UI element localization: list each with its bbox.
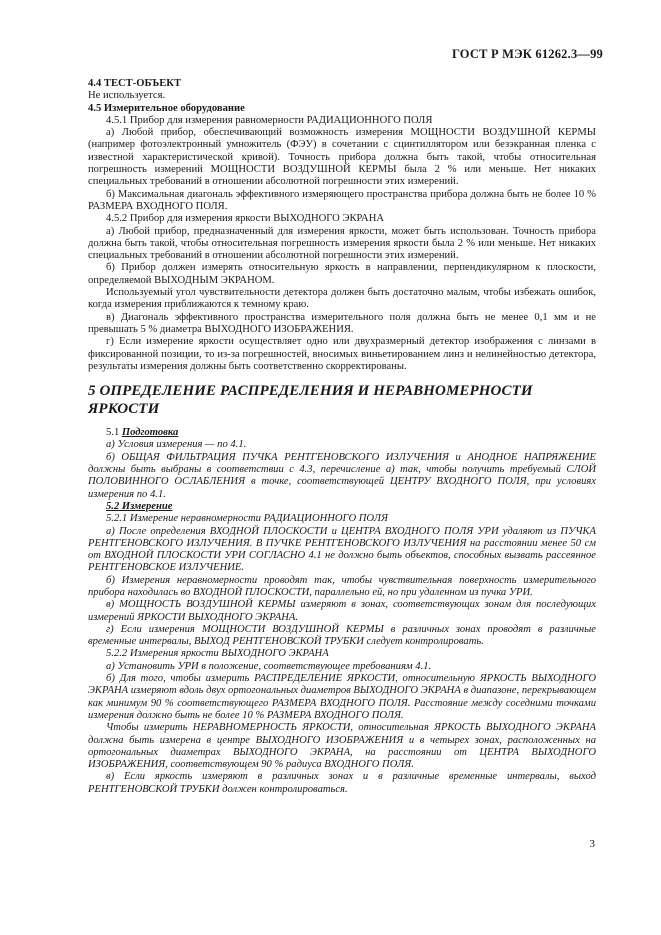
- paragraph-4-5-2-b: б) Прибор должен измерять относительную яркость в направлении, перпендикулярном к плоскости, определяемой ВЫХОДНЫМ ЭКРАНОМ.: [88, 262, 596, 286]
- section-4-4-title: 4.4 ТЕСТ-ОБЪЕКТ: [88, 78, 182, 89]
- paragraph-5-2-1: 5.2.1 Измерение неравномерности РАДИАЦИОННОГО ПОЛЯ: [106, 513, 388, 525]
- section-5-title: 5 ОПРЕДЕЛЕНИЕ РАСПРЕДЕЛЕНИЯ И НЕРАВНОМЕРНОСТИ ЯРКОСТИ: [88, 383, 533, 418]
- paragraph-5-2-1-a: а) После определения ВХОДНОЙ ПЛОСКОСТИ и ЦЕНТРА ВХОДНОГО ПОЛЯ УРИ удаляют из ПУЧКА РЕНТГЕНОВСКОГО ИЗЛУЧЕНИЯ. В ПУЧКЕ РЕНТГЕНОВСКОГО ИЗЛУЧЕНИЯ на расстоянии менее 50 см от ВХОДНОЙ ПЛОСКОСТИ УРИ СОГЛАСНО 4.1 не должно быть объектов, способных вызвать рассеянное РЕНТГЕНОВСКОЕ ИЗЛУЧЕНИЕ.: [88, 525, 596, 574]
- page-number: 3: [589, 838, 595, 850]
- section-4-5-title: 4.5 Измерительное оборудование: [88, 102, 245, 114]
- paragraph-5-2-1-b: б) Измерения неравномерности проводят так, чтобы чувствительная поверхность измерительного прибора находилась во ВХОДНОЙ ПЛОСКОСТИ, параллельно ей, но при удаленном из пучка УРИ.: [88, 574, 596, 598]
- paragraph-5-1-b: б) ОБЩАЯ ФИЛЬТРАЦИЯ ПУЧКА РЕНТГЕНОВСКОГО ИЗЛУЧЕНИЯ и АНОДНОЕ НАПРЯЖЕНИЕ должны быть выбраны в соответствии с 4.3, перечисление а) так, чтобы получить требуемый СЛОЙ ПОЛОВИННОГО ОСЛАБЛЕНИЯ в точке, соответствующей ЦЕНТРУ ВХОДНОГО ПОЛЯ, при условиях измерения по 4.1.: [88, 451, 596, 500]
- paragraph-5-1-a: а) Условия измерения — по 4.1.: [106, 439, 247, 451]
- paragraph-4-5-1: 4.5.1 Прибор для измерения равномерности РАДИАЦИОННОГО ПОЛЯ: [106, 114, 433, 126]
- paragraph-5-2-2-v: в) Если яркость измеряют в различных зонах и в различные временные интервалы, выход РЕНТГЕНОВСКОЙ ТРУБКИ должен контролироваться.: [88, 771, 596, 795]
- paragraph-5-2-2-a: а) Установить УРИ в положение, соответствующее требованиям 4.1.: [106, 660, 432, 672]
- section-5-1-number: 5.1: [106, 427, 120, 439]
- paragraph-5-2-1-g: г) Если измерения МОЩНОСТИ ВОЗДУШНОЙ КЕРМЫ в различных зонах проводят в различные временные интервалы, ВЫХОД РЕНТГЕНОВСКОЙ ТРУБКИ следует контролировать.: [88, 623, 596, 648]
- section-5-1-title: Подготовка: [121, 427, 179, 439]
- paragraph-5-2-2-b: б) Для того, чтобы измерить РАСПРЕДЕЛЕНИЕ ЯРКОСТИ, относительную ЯРКОСТЬ ВЫХОДНОГО ЭКРАНА измеряют вдоль двух ортогональных диаметров ВЫХОДНОГО ЭКРАНА в диапазоне, перекрывающем как минимум 90 % соответствующего РАЗМЕРА ВХОДНОГО ПОЛЯ. Расстояние между соседними точками измерения должно быть не более 10 % РАЗМЕРА ВХОДНОГО ПОЛЯ.: [88, 673, 596, 721]
- paragraph-4-5-2-a: а) Любой прибор, предназначенный для измерения яркости, может быть использован. Точность прибора должна быть такой, чтобы относительная погрешность измерения яркости была 2 % или меньше. Нет никаких специальных требований в отношении абсолютной погрешности этих измерений.: [88, 225, 596, 262]
- section-5-1-heading: [88, 427, 596, 439]
- section-5-2-title: 5.2 Измерение: [106, 500, 173, 512]
- paragraph-4-5-2: 4.5.2 Прибор для измерения яркости ВЫХОДНОГО ЭКРАНА: [106, 213, 385, 225]
- paragraph-5-2-1-v: в) МОЩНОСТЬ ВОЗДУШНОЙ КЕРМЫ измеряют в зонах, соответствующих зонам для последующих измерений ЯРКОСТИ ВЫХОДНОГО ЭКРАНА.: [88, 599, 596, 623]
- paragraph-4-5-2-angle: Используемый угол чувствительности детектора должен быть достаточно малым, чтобы избежать ошибок, когда измерения приближаются к темному краю.: [88, 287, 596, 311]
- section-4-4-text: Не используется.: [88, 90, 166, 102]
- paragraph-5-2-2-nonuniformity: Чтобы измерить НЕРАВНОМЕРНОСТЬ ЯРКОСТИ, относительная ЯРКОСТЬ ВЫХОДНОГО ЭКРАНА должна быть измерена в центре ВЫХОДНОГО ИЗОБРАЖЕНИЯ и в четырех зонах, расположенных на ортогональных диаметрах ВЫХОДНОГО ЭКРАНА, на расстоянии от ЦЕНТРА ВЫХОДНОГО ИЗОБРАЖЕНИЯ, соответствующем 90 % радиуса ВХОДНОГО ПОЛЯ.: [88, 722, 596, 771]
- page-content: [88, 78, 596, 796]
- paragraph-4-5-2-g: г) Если измерение яркости осуществляет одно или двухразмерный детектор изображения с линзами в фиксированной позиции, то из-за погрешностей, вносимых виньетированием линз и нелинейностью детектора, результаты измерения должны быть соответственно скорректированы.: [88, 336, 596, 372]
- paragraph-4-5-1-a: а) Любой прибор, обеспечивающий возможность измерения МОЩНОСТИ ВОЗДУШНОЙ КЕРМЫ (например фотоэлектронный умножитель (ФЭУ) в сочетании с сцинтиллятором или безэкранная пленка с известной характеристической кривой). Точность прибора должна быть такой, чтобы относительная погрешность измерений МОЩНОСТИ ВОЗДУШНОЙ КЕРМЫ была 2 % или меньше. Нет никаких специальных требований в отношении абсолютной погрешности этих измерений.: [88, 127, 596, 188]
- document-code-header: ГОСТ Р МЭК 61262.3—99: [451, 47, 603, 61]
- paragraph-4-5-1-b: б) Максимальная диагональ эффективного измеряющего пространства прибора должна быть не более 10 % РАЗМЕРА ВХОДНОГО ПОЛЯ.: [88, 188, 596, 212]
- paragraph-5-2-2: 5.2.2 Измерения яркости ВЫХОДНОГО ЭКРАНА: [106, 648, 329, 660]
- paragraph-4-5-2-v: в) Диагональ эффективного пространства измерительного поля должна быть не менее 0,1 мм и не превышать 5 % диаметра ВЫХОДНОГО ИЗОБРАЖЕНИЯ.: [88, 311, 596, 335]
